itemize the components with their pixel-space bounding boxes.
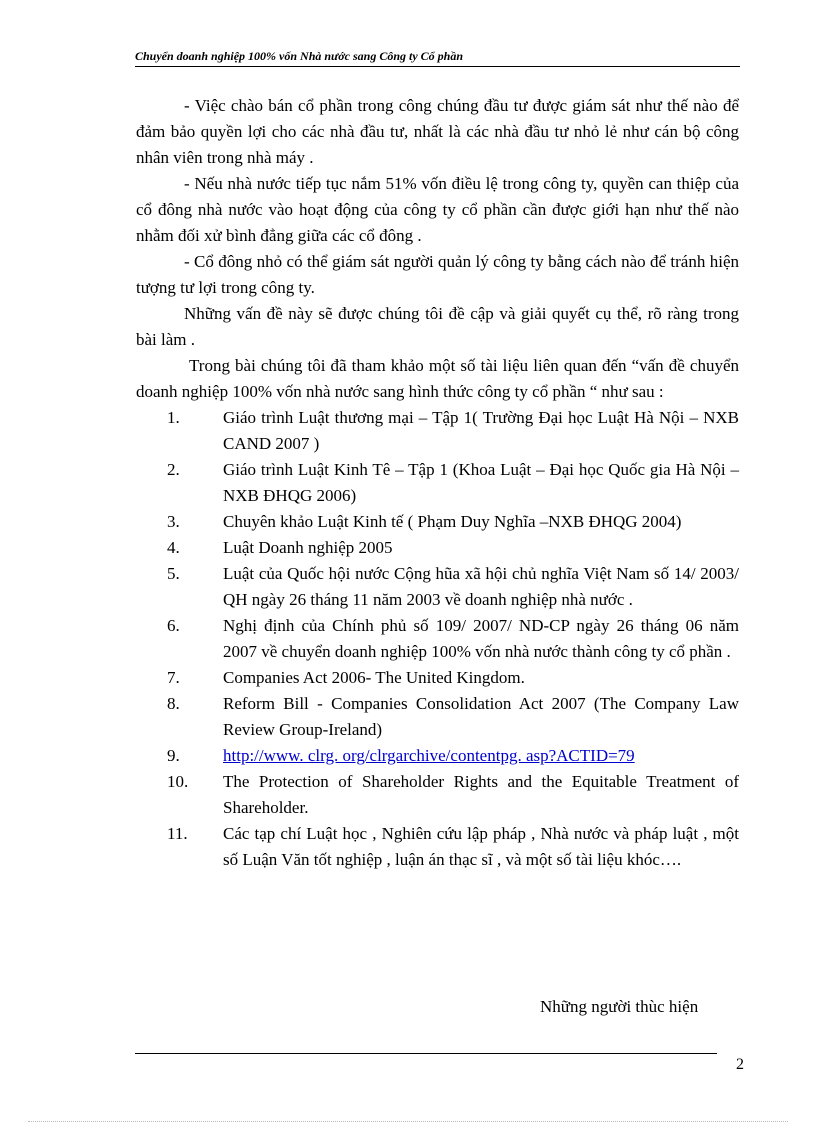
reference-number: 6. (167, 616, 180, 635)
reference-item (136, 561, 739, 613)
paragraph: - Cổ đông nhỏ có thể giám sát người quản lý công ty bằng cách nào để tránh hiện tượng tư lợi trong công ty. (136, 252, 739, 297)
reference-number: 4. (167, 538, 180, 557)
reference-item (136, 613, 739, 665)
page-number: 2 (736, 1056, 744, 1073)
reference-item (136, 457, 739, 509)
reference-item (136, 691, 739, 743)
reference-text: Nghị định của Chính phủ số 109/ 2007/ ND-CP ngày 26 tháng 06 năm 2007 về chuyển doanh nghiệp 100% vốn nhà nước thành công ty cổ phần . (223, 616, 739, 661)
paragraph: Những vấn đề này sẽ được chúng tôi đề cập và giải quyết cụ thể, rõ ràng trong bài làm . (136, 304, 739, 349)
running-header (135, 49, 740, 67)
reference-text: The Protection of Shareholder Rights and the Equitable Treatment of Shareholder. (223, 772, 739, 817)
document-body (136, 93, 739, 873)
reference-text: Chuyên khảo Luật Kinh tế ( Phạm Duy Nghĩa –NXB ĐHQG 2004) (223, 512, 682, 531)
reference-list (136, 405, 739, 873)
reference-text: Giáo trình Luật Kinh Tê – Tập 1 (Khoa Luật – Đại học Quốc gia Hà Nội –NXB ĐHQG 2006) (223, 460, 739, 505)
reference-number: 1. (167, 408, 180, 427)
reference-item (136, 665, 739, 691)
paragraph: - Việc chào bán cổ phần trong công chúng đầu tư được giám sát như thế nào để đảm bảo quyền lợi cho các nhà đầu tư, nhất là các nhà đầu tư nhỏ lẻ như cán bộ công nhân viên trong nhà máy . (136, 96, 739, 167)
footer-divider (135, 1053, 717, 1054)
reference-link[interactable]: http://www. clrg. org/clrgarchive/contentpg. asp?ACTID=79 (223, 746, 635, 765)
reference-text: Luật Doanh nghiệp 2005 (223, 538, 393, 557)
reference-number: 10. (167, 772, 189, 791)
reference-number: 5. (167, 564, 180, 583)
reference-number: 7. (167, 668, 180, 687)
paragraph: Trong bài chúng tôi đã tham khảo một số tài liệu liên quan đến “vấn đề chuyển doanh nghiệp 100% vốn nhà nước sang hình thức công ty cổ phần “ như sau : (136, 356, 739, 401)
page-break-divider (28, 1121, 788, 1122)
reference-number: 11. (167, 824, 188, 843)
reference-text: Luật của Quốc hội nước Cộng hũa xã hội chủ nghĩa Việt Nam số 14/ 2003/ QH ngày 26 tháng 11 năm 2003 về doanh nghiệp nhà nước . (223, 564, 739, 609)
reference-item (136, 743, 739, 769)
reference-number: 9. (167, 746, 180, 765)
header-title: Chuyển doanh nghiệp 100% vốn Nhà nước sang Công ty Cổ phần (135, 49, 464, 63)
reference-number: 3. (167, 512, 180, 531)
reference-text: Giáo trình Luật thương mại – Tập 1( Trường Đại học Luật Hà Nội – NXB CAND 2007 ) (223, 408, 739, 453)
reference-item (136, 405, 739, 457)
reference-text: Các tạp chí Luật học , Nghiên cứu lập pháp , Nhà nước và pháp luật , một số Luận Văn tốt nghiệp , luận án thạc sĩ , và một số tài liệu khóc…. (223, 824, 739, 869)
reference-item (136, 509, 739, 535)
reference-number: 2. (167, 460, 180, 479)
signature-line: Những người thùc hiện (540, 997, 699, 1016)
reference-item (136, 769, 739, 821)
paragraph: - Nếu nhà nước tiếp tục nắm 51% vốn điều lệ trong công ty, quyền can thiệp của cổ đông nhà nước vào hoạt động của công ty cổ phần cần được giới hạn như thế nào nhằm đối xử bình đẳng giữa các cổ đông . (136, 174, 739, 245)
reference-text: Reform Bill - Companies Consolidation Act 2007 (The Company Law Review Group-Ireland) (223, 694, 739, 739)
reference-number: 8. (167, 694, 180, 713)
reference-item (136, 535, 739, 561)
reference-text: Companies Act 2006- The United Kingdom. (223, 668, 525, 687)
reference-item (136, 821, 739, 873)
